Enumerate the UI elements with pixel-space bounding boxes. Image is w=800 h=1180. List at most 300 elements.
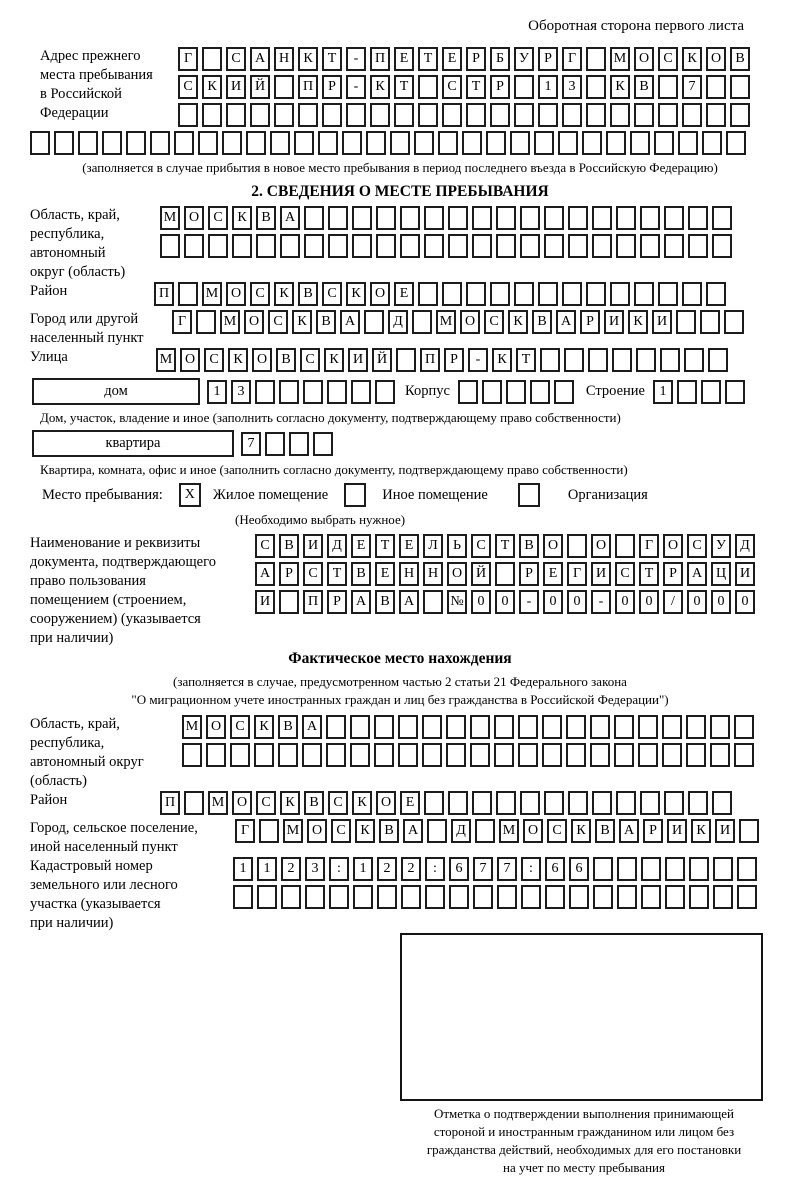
char-cell[interactable] (730, 103, 750, 127)
char-cell[interactable] (664, 791, 684, 815)
char-cell[interactable]: С (331, 819, 351, 843)
char-cell[interactable]: С (204, 348, 224, 372)
char-cell[interactable] (506, 380, 526, 404)
char-cell[interactable]: В (276, 348, 296, 372)
char-cell[interactable] (438, 131, 458, 155)
char-cell[interactable]: К (274, 282, 294, 306)
char-cell[interactable]: Д (451, 819, 471, 843)
char-cell[interactable] (351, 380, 371, 404)
char-cell[interactable] (313, 432, 333, 456)
char-cell[interactable]: А (250, 47, 270, 71)
char-cell[interactable] (496, 234, 516, 258)
char-cell[interactable] (294, 131, 314, 155)
char-cell[interactable] (564, 348, 584, 372)
char-cell[interactable]: О (460, 310, 480, 334)
char-cell[interactable]: Р (643, 819, 663, 843)
char-cell[interactable] (366, 131, 386, 155)
char-cell[interactable]: 7 (473, 857, 493, 881)
char-cell[interactable]: Р (519, 562, 539, 586)
char-cell[interactable]: М (499, 819, 519, 843)
char-cell[interactable]: К (508, 310, 528, 334)
char-cell[interactable] (259, 819, 279, 843)
char-cell[interactable] (178, 103, 198, 127)
char-cell[interactable] (586, 282, 606, 306)
char-cell[interactable]: В (379, 819, 399, 843)
char-cell[interactable]: А (351, 590, 371, 614)
char-cell[interactable]: - (346, 75, 366, 99)
char-cell[interactable]: С (256, 791, 276, 815)
char-cell[interactable] (427, 819, 447, 843)
char-cell[interactable]: О (206, 715, 226, 739)
char-cell[interactable]: В (256, 206, 276, 230)
char-cell[interactable] (424, 791, 444, 815)
char-cell[interactable] (494, 743, 514, 767)
char-cell[interactable] (676, 310, 696, 334)
char-cell[interactable] (327, 380, 347, 404)
char-cell[interactable] (422, 715, 442, 739)
char-cell[interactable]: Л (423, 534, 443, 558)
char-cell[interactable] (412, 310, 432, 334)
char-cell[interactable] (593, 857, 613, 881)
char-cell[interactable] (150, 131, 170, 155)
char-cell[interactable]: И (715, 819, 735, 843)
char-cell[interactable] (542, 715, 562, 739)
char-cell[interactable]: 7 (682, 75, 702, 99)
char-cell[interactable] (462, 131, 482, 155)
char-cell[interactable] (422, 743, 442, 767)
char-cell[interactable]: В (278, 715, 298, 739)
char-cell[interactable] (700, 310, 720, 334)
char-cell[interactable]: Й (372, 348, 392, 372)
char-cell[interactable]: Е (442, 47, 462, 71)
char-cell[interactable]: : (329, 857, 349, 881)
char-cell[interactable]: О (244, 310, 264, 334)
char-cell[interactable] (544, 206, 564, 230)
char-cell[interactable]: В (351, 562, 371, 586)
char-cell[interactable] (706, 75, 726, 99)
char-cell[interactable] (521, 885, 541, 909)
char-cell[interactable]: М (156, 348, 176, 372)
char-cell[interactable] (514, 282, 534, 306)
char-cell[interactable]: Д (327, 534, 347, 558)
char-cell[interactable] (196, 310, 216, 334)
char-cell[interactable] (638, 743, 658, 767)
char-cell[interactable] (615, 534, 635, 558)
char-cell[interactable] (590, 715, 610, 739)
char-cell[interactable] (592, 234, 612, 258)
char-cell[interactable]: К (370, 75, 390, 99)
char-cell[interactable] (538, 103, 558, 127)
char-cell[interactable]: Т (639, 562, 659, 586)
char-cell[interactable] (400, 206, 420, 230)
char-cell[interactable] (706, 282, 726, 306)
char-cell[interactable] (638, 715, 658, 739)
char-cell[interactable]: 6 (449, 857, 469, 881)
char-cell[interactable]: 3 (231, 380, 251, 404)
char-cell[interactable]: Р (538, 47, 558, 71)
char-cell[interactable]: И (667, 819, 687, 843)
char-cell[interactable] (470, 743, 490, 767)
char-cell[interactable] (442, 103, 462, 127)
char-cell[interactable] (514, 75, 534, 99)
char-cell[interactable]: 2 (281, 857, 301, 881)
char-cell[interactable] (592, 206, 612, 230)
char-cell[interactable] (328, 206, 348, 230)
char-cell[interactable] (682, 103, 702, 127)
char-cell[interactable]: К (232, 206, 252, 230)
char-cell[interactable]: М (202, 282, 222, 306)
char-cell[interactable] (126, 131, 146, 155)
char-cell[interactable]: К (324, 348, 344, 372)
char-cell[interactable] (206, 743, 226, 767)
char-cell[interactable]: П (370, 47, 390, 71)
char-cell[interactable] (566, 715, 586, 739)
char-cell[interactable] (616, 206, 636, 230)
char-cell[interactable] (396, 348, 416, 372)
char-cell[interactable] (78, 131, 98, 155)
char-cell[interactable]: А (340, 310, 360, 334)
char-cell[interactable] (544, 234, 564, 258)
char-cell[interactable]: А (687, 562, 707, 586)
char-cell[interactable]: К (691, 819, 711, 843)
char-cell[interactable] (364, 310, 384, 334)
char-cell[interactable] (424, 206, 444, 230)
char-cell[interactable]: К (355, 819, 375, 843)
char-cell[interactable] (208, 234, 228, 258)
char-cell[interactable]: А (280, 206, 300, 230)
char-cell[interactable] (688, 206, 708, 230)
char-cell[interactable]: № (447, 590, 467, 614)
char-cell[interactable] (442, 282, 462, 306)
char-cell[interactable]: Ь (447, 534, 467, 558)
char-cell[interactable] (289, 432, 309, 456)
char-cell[interactable]: 0 (687, 590, 707, 614)
char-cell[interactable]: В (634, 75, 654, 99)
char-cell[interactable] (586, 47, 606, 71)
char-cell[interactable] (318, 131, 338, 155)
char-cell[interactable] (352, 234, 372, 258)
char-cell[interactable] (274, 103, 294, 127)
char-cell[interactable] (475, 819, 495, 843)
char-cell[interactable]: 0 (639, 590, 659, 614)
char-cell[interactable]: М (220, 310, 240, 334)
char-cell[interactable]: С (687, 534, 707, 558)
char-cell[interactable] (665, 885, 685, 909)
char-cell[interactable] (496, 791, 516, 815)
char-cell[interactable] (662, 715, 682, 739)
char-cell[interactable]: М (182, 715, 202, 739)
char-cell[interactable]: 7 (497, 857, 517, 881)
char-cell[interactable]: Й (250, 75, 270, 99)
char-cell[interactable] (658, 75, 678, 99)
char-cell[interactable]: О (307, 819, 327, 843)
char-cell[interactable]: Н (399, 562, 419, 586)
char-cell[interactable] (346, 103, 366, 127)
char-cell[interactable] (329, 885, 349, 909)
char-cell[interactable] (554, 380, 574, 404)
char-cell[interactable]: О (232, 791, 252, 815)
char-cell[interactable] (448, 206, 468, 230)
char-cell[interactable]: И (303, 534, 323, 558)
char-cell[interactable]: Г (639, 534, 659, 558)
char-cell[interactable] (538, 282, 558, 306)
char-cell[interactable] (737, 857, 757, 881)
char-cell[interactable] (569, 885, 589, 909)
char-cell[interactable] (724, 310, 744, 334)
char-cell[interactable]: В (375, 590, 395, 614)
char-cell[interactable]: Е (394, 47, 414, 71)
char-cell[interactable]: К (492, 348, 512, 372)
char-cell[interactable] (701, 380, 721, 404)
char-cell[interactable]: Р (279, 562, 299, 586)
char-cell[interactable] (414, 131, 434, 155)
char-cell[interactable] (418, 103, 438, 127)
char-cell[interactable] (612, 348, 632, 372)
char-cell[interactable]: С (250, 282, 270, 306)
stay-checkbox-residential[interactable]: X (179, 483, 201, 507)
char-cell[interactable]: 1 (538, 75, 558, 99)
char-cell[interactable] (304, 206, 324, 230)
char-cell[interactable] (281, 885, 301, 909)
char-cell[interactable] (198, 131, 218, 155)
char-cell[interactable]: Р (580, 310, 600, 334)
char-cell[interactable]: П (303, 590, 323, 614)
char-cell[interactable] (302, 743, 322, 767)
char-cell[interactable]: 2 (401, 857, 421, 881)
char-cell[interactable]: И (255, 590, 275, 614)
char-cell[interactable]: С (300, 348, 320, 372)
char-cell[interactable]: К (346, 282, 366, 306)
char-cell[interactable] (544, 791, 564, 815)
char-cell[interactable]: П (298, 75, 318, 99)
char-cell[interactable]: - (346, 47, 366, 71)
char-cell[interactable]: О (252, 348, 272, 372)
char-cell[interactable] (634, 282, 654, 306)
char-cell[interactable] (466, 103, 486, 127)
char-cell[interactable]: С (208, 206, 228, 230)
char-cell[interactable]: К (202, 75, 222, 99)
char-cell[interactable]: Е (375, 562, 395, 586)
char-cell[interactable] (486, 131, 506, 155)
char-cell[interactable]: А (403, 819, 423, 843)
char-cell[interactable] (614, 743, 634, 767)
char-cell[interactable] (160, 234, 180, 258)
char-cell[interactable] (734, 715, 754, 739)
char-cell[interactable]: Г (178, 47, 198, 71)
char-cell[interactable] (374, 715, 394, 739)
char-cell[interactable] (265, 432, 285, 456)
char-cell[interactable] (270, 131, 290, 155)
char-cell[interactable] (593, 885, 613, 909)
char-cell[interactable]: П (160, 791, 180, 815)
char-cell[interactable] (686, 715, 706, 739)
char-cell[interactable] (279, 590, 299, 614)
char-cell[interactable] (398, 743, 418, 767)
char-cell[interactable]: Р (466, 47, 486, 71)
char-cell[interactable]: А (399, 590, 419, 614)
char-cell[interactable]: 6 (545, 857, 565, 881)
char-cell[interactable]: К (280, 791, 300, 815)
char-cell[interactable] (708, 348, 728, 372)
char-cell[interactable]: : (425, 857, 445, 881)
char-cell[interactable]: К (571, 819, 591, 843)
char-cell[interactable] (630, 131, 650, 155)
char-cell[interactable]: К (610, 75, 630, 99)
char-cell[interactable] (636, 348, 656, 372)
char-cell[interactable]: М (160, 206, 180, 230)
char-cell[interactable]: И (735, 562, 755, 586)
char-cell[interactable]: С (615, 562, 635, 586)
char-cell[interactable] (322, 103, 342, 127)
char-cell[interactable]: Е (399, 534, 419, 558)
char-cell[interactable]: 3 (562, 75, 582, 99)
char-cell[interactable] (250, 103, 270, 127)
char-cell[interactable]: И (652, 310, 672, 334)
char-cell[interactable]: Г (567, 562, 587, 586)
char-cell[interactable] (497, 885, 517, 909)
char-cell[interactable]: С (178, 75, 198, 99)
char-cell[interactable]: И (591, 562, 611, 586)
char-cell[interactable] (256, 234, 276, 258)
char-cell[interactable]: Т (418, 47, 438, 71)
char-cell[interactable]: Т (516, 348, 536, 372)
char-cell[interactable]: М (610, 47, 630, 71)
char-cell[interactable] (664, 234, 684, 258)
char-cell[interactable] (586, 75, 606, 99)
char-cell[interactable] (616, 234, 636, 258)
char-cell[interactable]: Р (663, 562, 683, 586)
char-cell[interactable] (102, 131, 122, 155)
char-cell[interactable]: Т (322, 47, 342, 71)
char-cell[interactable] (712, 206, 732, 230)
char-cell[interactable] (495, 562, 515, 586)
char-cell[interactable]: П (154, 282, 174, 306)
char-cell[interactable] (514, 103, 534, 127)
char-cell[interactable]: В (304, 791, 324, 815)
char-cell[interactable] (54, 131, 74, 155)
char-cell[interactable] (174, 131, 194, 155)
char-cell[interactable]: С (471, 534, 491, 558)
char-cell[interactable]: С (484, 310, 504, 334)
char-cell[interactable]: Р (490, 75, 510, 99)
char-cell[interactable] (660, 348, 680, 372)
char-cell[interactable] (274, 75, 294, 99)
char-cell[interactable]: Р (322, 75, 342, 99)
char-cell[interactable] (375, 380, 395, 404)
char-cell[interactable] (472, 791, 492, 815)
char-cell[interactable] (305, 885, 325, 909)
char-cell[interactable]: С (230, 715, 250, 739)
char-cell[interactable]: В (532, 310, 552, 334)
char-cell[interactable] (374, 743, 394, 767)
char-cell[interactable] (634, 103, 654, 127)
char-cell[interactable] (540, 348, 560, 372)
char-cell[interactable]: С (226, 47, 246, 71)
char-cell[interactable]: О (376, 791, 396, 815)
char-cell[interactable] (641, 857, 661, 881)
char-cell[interactable] (326, 715, 346, 739)
char-cell[interactable]: 3 (305, 857, 325, 881)
char-cell[interactable] (353, 885, 373, 909)
char-cell[interactable]: Й (471, 562, 491, 586)
char-cell[interactable] (689, 857, 709, 881)
char-cell[interactable] (614, 715, 634, 739)
char-cell[interactable]: 1 (257, 857, 277, 881)
char-cell[interactable] (710, 715, 730, 739)
char-cell[interactable] (610, 103, 630, 127)
char-cell[interactable] (458, 380, 478, 404)
char-cell[interactable]: 1 (353, 857, 373, 881)
char-cell[interactable]: Н (423, 562, 443, 586)
char-cell[interactable] (654, 131, 674, 155)
stay-checkbox-other[interactable] (344, 483, 366, 507)
char-cell[interactable] (390, 131, 410, 155)
char-cell[interactable]: О (543, 534, 563, 558)
char-cell[interactable] (545, 885, 565, 909)
char-cell[interactable] (689, 885, 709, 909)
char-cell[interactable]: 0 (711, 590, 731, 614)
char-cell[interactable] (446, 715, 466, 739)
char-cell[interactable]: Т (495, 534, 515, 558)
char-cell[interactable]: Е (400, 791, 420, 815)
char-cell[interactable] (665, 857, 685, 881)
char-cell[interactable] (472, 206, 492, 230)
char-cell[interactable] (448, 234, 468, 258)
char-cell[interactable]: Г (235, 819, 255, 843)
char-cell[interactable]: Т (394, 75, 414, 99)
char-cell[interactable] (658, 282, 678, 306)
char-cell[interactable] (472, 234, 492, 258)
char-cell[interactable] (466, 282, 486, 306)
char-cell[interactable]: М (283, 819, 303, 843)
char-cell[interactable] (246, 131, 266, 155)
char-cell[interactable] (534, 131, 554, 155)
char-cell[interactable]: Е (351, 534, 371, 558)
char-cell[interactable]: С (547, 819, 567, 843)
char-cell[interactable] (448, 791, 468, 815)
char-cell[interactable]: 0 (567, 590, 587, 614)
char-cell[interactable] (255, 380, 275, 404)
char-cell[interactable] (562, 282, 582, 306)
char-cell[interactable] (182, 743, 202, 767)
char-cell[interactable]: 0 (543, 590, 563, 614)
char-cell[interactable]: С (442, 75, 462, 99)
char-cell[interactable] (725, 380, 745, 404)
char-cell[interactable] (730, 75, 750, 99)
char-cell[interactable] (394, 103, 414, 127)
char-cell[interactable] (446, 743, 466, 767)
char-cell[interactable]: Р (444, 348, 464, 372)
char-cell[interactable]: В (316, 310, 336, 334)
char-cell[interactable]: : (521, 857, 541, 881)
char-cell[interactable] (518, 715, 538, 739)
char-cell[interactable]: К (682, 47, 702, 71)
char-cell[interactable] (257, 885, 277, 909)
char-cell[interactable]: Т (327, 562, 347, 586)
char-cell[interactable]: С (658, 47, 678, 71)
char-cell[interactable] (640, 791, 660, 815)
char-cell[interactable]: О (180, 348, 200, 372)
char-cell[interactable]: О (663, 534, 683, 558)
char-cell[interactable] (470, 715, 490, 739)
char-cell[interactable] (303, 380, 323, 404)
char-cell[interactable]: Д (388, 310, 408, 334)
char-cell[interactable] (473, 885, 493, 909)
char-cell[interactable] (713, 885, 733, 909)
stay-checkbox-organization[interactable] (518, 483, 540, 507)
char-cell[interactable] (566, 743, 586, 767)
char-cell[interactable] (592, 791, 612, 815)
